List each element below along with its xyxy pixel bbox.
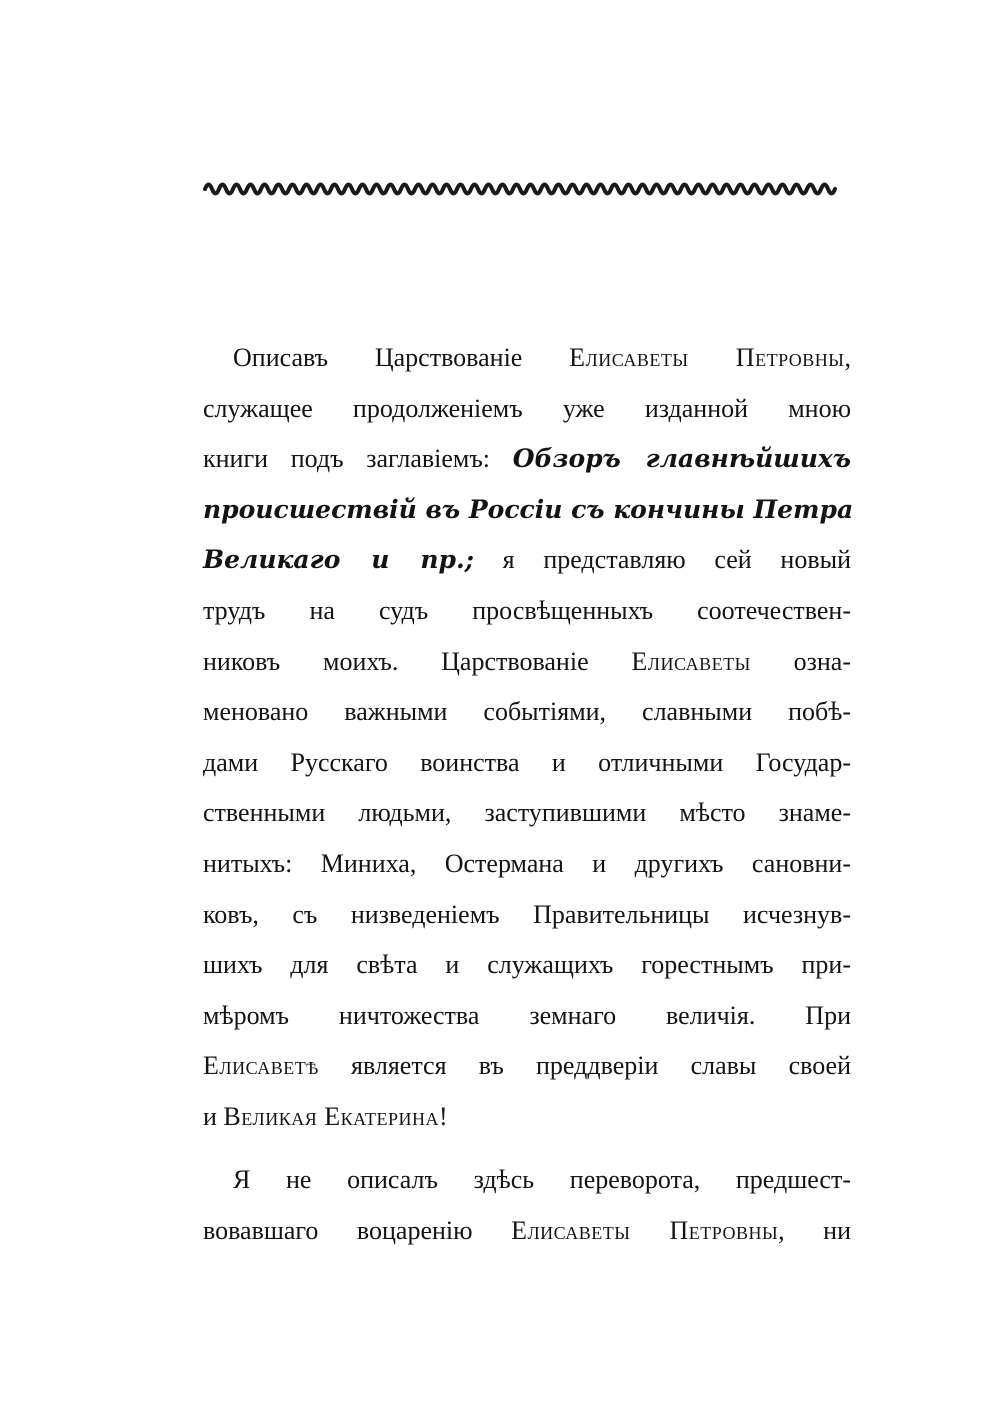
small-caps-name: Елисаветѣ — [203, 1051, 319, 1081]
text-run: меновано важными событіями, славными побѣ- — [203, 697, 851, 727]
text-run: Описавъ Царствованіе — [233, 343, 570, 372]
wavy-line-ornament-icon — [203, 178, 843, 200]
text-run: служащее продолженіемъ уже изданной мною — [203, 393, 851, 423]
text-line — [203, 644, 851, 680]
text-run: , — [844, 343, 852, 372]
text-run: никовъ моихъ. Царствованіе — [203, 646, 632, 676]
small-caps-name: Елисаветы Петровны — [511, 1215, 779, 1245]
text-run: я представляю сей новый — [473, 545, 851, 575]
text-run: ственными людьми, заступившими мѣсто знаме- — [203, 798, 851, 828]
italic-title-text: Обзоръ главнѣйшихъ — [512, 444, 851, 474]
text-line — [203, 846, 851, 882]
text-run: озна- — [750, 646, 851, 676]
text-line — [203, 593, 851, 629]
text-run: книги подъ заглавіемъ: — [203, 444, 513, 474]
text-run: шихъ для свѣта и служащихъ горестнымъ при- — [203, 950, 851, 980]
small-caps-name: Елисаветы Петровны — [569, 343, 845, 372]
text-run: ! — [439, 1102, 448, 1131]
italic-title-text: Великаго и пр.; — [203, 545, 474, 575]
text-run: мѣромъ ничтожества земнаго величія. При — [203, 1000, 851, 1030]
text-run: нитыхъ: Миниха, Остермана и другихъ сановни- — [203, 849, 851, 878]
text-line — [203, 391, 851, 427]
text-run: Я не описалъ здѣсь переворота, предшест- — [233, 1165, 851, 1194]
text-line — [203, 998, 851, 1034]
text-line — [233, 1162, 851, 1198]
text-line — [203, 745, 851, 781]
text-line — [203, 795, 851, 831]
text-run: дами Русскаго воинства и отличными Государ- — [203, 747, 851, 777]
text-line — [203, 947, 851, 983]
text-run: , ни — [778, 1215, 851, 1245]
text-line — [203, 1099, 851, 1135]
text-line — [203, 542, 851, 578]
text-line — [203, 441, 851, 477]
italic-title-text: происшествій въ Россіи съ кончины Петра — [203, 494, 854, 524]
small-caps-name: Великая Екатерина — [223, 1102, 440, 1131]
text-run: вовавшаго воцаренію — [203, 1215, 512, 1245]
text-run: является въ преддверіи славы своей — [318, 1051, 851, 1081]
text-run: и — [203, 1102, 224, 1131]
text-line — [203, 1213, 851, 1249]
text-run: ковъ, съ низведеніемъ Правительницы исчезнув- — [203, 899, 851, 929]
small-caps-name: Елисаветы — [631, 646, 751, 676]
text-line — [203, 1048, 851, 1084]
text-line — [203, 492, 854, 528]
text-line — [233, 340, 851, 376]
text-run: трудъ на судъ просвѣщенныхъ соотечествен- — [203, 596, 851, 625]
text-line — [203, 897, 851, 933]
text-line — [203, 694, 851, 730]
